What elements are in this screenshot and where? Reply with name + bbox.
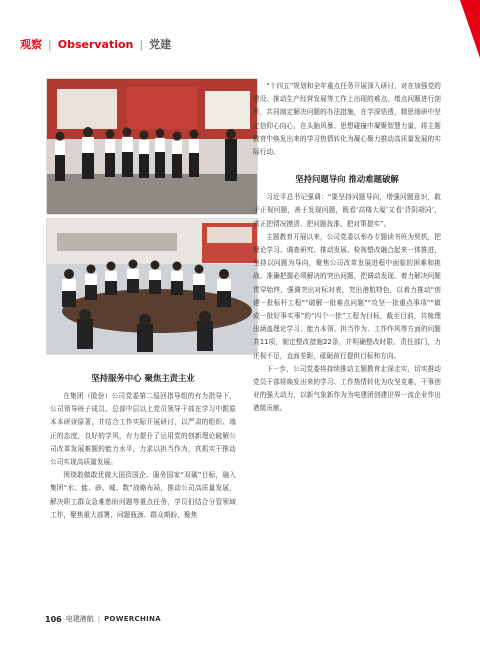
publication-name-cn: 电建港航 — [65, 615, 94, 623]
right-paragraph-2: 主题教育开展以来，公司党委以举办专题读书班为契机，把理论学习、调查研究、推动发展、检视整改融合起来一体推进，坚持以问题为导向，聚焦公司改革发展进程中面临的困难和挑战、准确把握必须解决的突出问题，把调动发现、着力解决问题贯穿始终，强调突出对标对表，突出港航特色，以着力推动“创建一批标杆工程”“破解一批难点问题”“攻坚一批重点事项”“做成一批好事实事”的“四个一批”工程为目标，截至目前，共梳理出涵盖理论学习、能力本领、担当作为、工作作风等方面的问题共11项，制定整改措施22条，并明确整改时限、责任部门，力正视不足，直面差距，砥砺前行提供目标和方向。 — [253, 232, 441, 360]
left-text-column — [50, 368, 236, 522]
right-text-column — [253, 80, 441, 416]
header-divider: | — [48, 37, 52, 51]
section-title-cn: 观察 — [20, 38, 42, 51]
right-paragraph-top: “十四五”规划和全年重点任务开展深入研讨，对在加强党的建设、推动生产经营发展等工作上出现的难点、堵点问题进行剖析，共同制定解决问题的办法措施，在学深悟透，精思细研中坚定信仰心向心，在头脑风暴、思想碰撞中凝聚智慧力量，将主题教育中焕发出来的学习热情转化为凝心聚力推动高质量发展的实际行动。 — [253, 82, 441, 157]
photo-meeting-seated — [46, 218, 258, 355]
section-header — [20, 36, 171, 52]
page-number: 106 — [45, 614, 62, 624]
right-section-heading: 坚持问题导向 推动难题破解 — [295, 174, 399, 185]
left-section-heading: 坚持服务中心 聚焦主责主业 — [91, 373, 195, 383]
page-footer — [45, 614, 161, 624]
section-title-en: Observation — [57, 37, 134, 51]
publication-name-en: POWERCHINA — [104, 615, 161, 623]
photo-meeting-standing — [46, 78, 258, 215]
left-paragraph-1: 在集团（股份）公司党委第二巡回指导组的有力指导下，公司领导班子成员、总部中层以上党员领导干部在学习中跟原本本研读原著，并结合工作实际开展研讨，以严肃的组织、端正的态度，良好的学风，有力提升了运用党的创新理论破解公司改革发展难题的能力水平，力求以担当作为，真抓实干推动公司实现高质量发展。 — [50, 392, 236, 467]
footer-divider: | — [97, 615, 101, 623]
right-paragraph-3: 下一步，公司党委将持续推动主题教育走深走实，切实推动党员干部将焕发出来的学习、工作热情转化为攻坚克难，干事创业的强大动力，以新气象新作为为电建团创建世界一流企业作出港航贡献。 — [253, 364, 441, 413]
corner-decoration — [460, 0, 480, 58]
subsection-title: 党建 — [149, 38, 172, 51]
right-paragraph-1: 习近平总书记强调：“要坚持问题导向，增强问题意识，敢于正视问题，善于发现问题，既看‘高楼大厦’又看‘背阴胡同’，真正把情况摸清、把问题找准、把对策提实”。 — [253, 193, 441, 228]
header-divider-2: | — [139, 37, 144, 51]
left-paragraph-2: 围绕敢做敢优做大国资国企、服务国家“双碳”目标，融入集团“水、能、砂、城、数”战略布局，推动公司高质量发展，解决职工群众急难愁盼问题等重点任务，学员们结合分管领域工作，聚焦重大部署、问题瓶颈、群众期盼、聚焦 — [50, 471, 236, 519]
